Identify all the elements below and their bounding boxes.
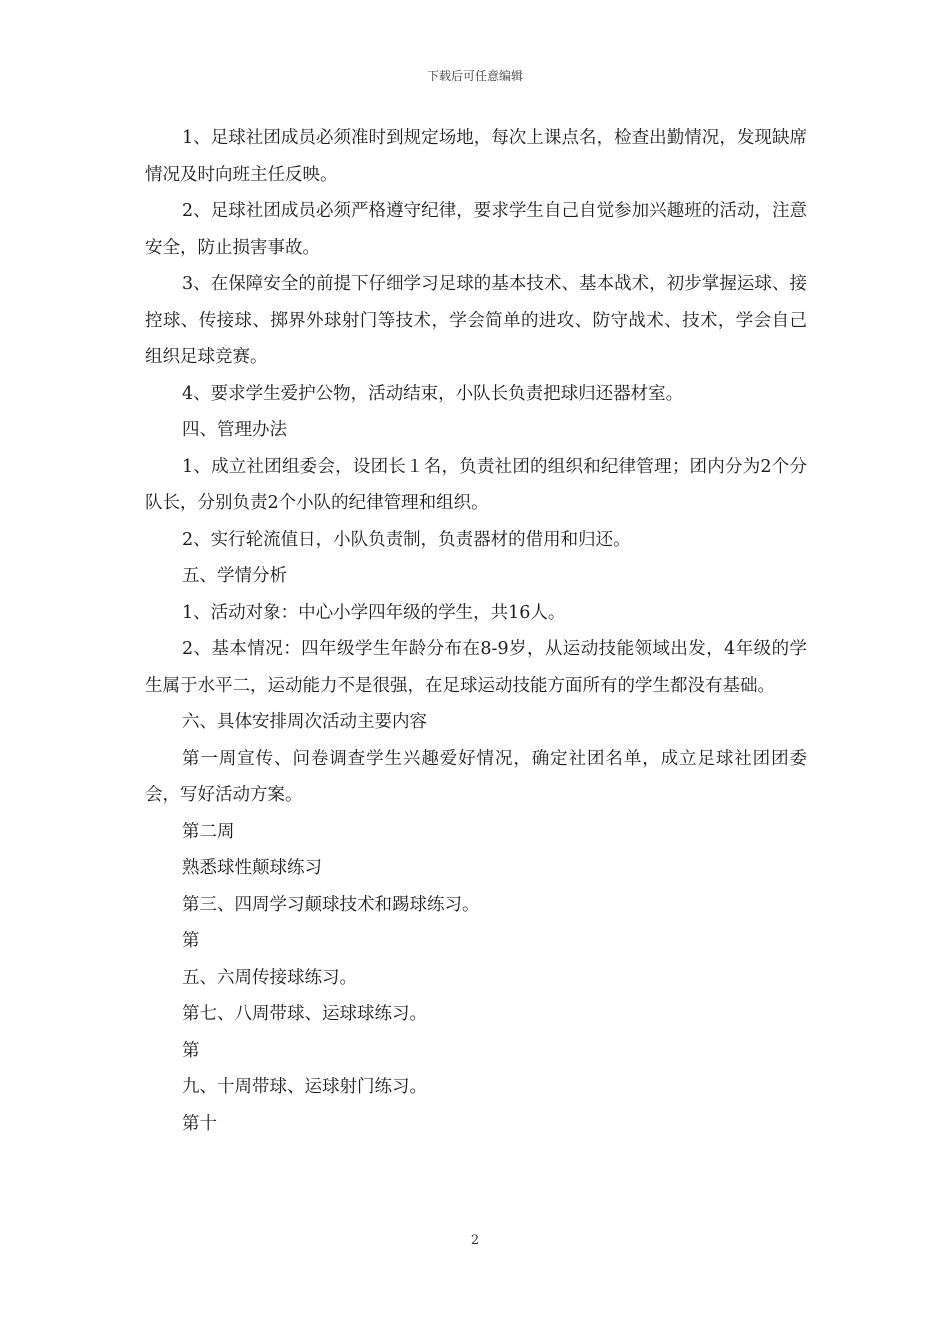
schedule-week-2-content: 熟悉球性颠球练习 [182, 858, 322, 878]
section-heading-schedule: 六、具体安排周次活动主要内容 [182, 712, 427, 732]
schedule-week-7-8: 第七、八周带球、运球球练习。 [182, 1004, 427, 1024]
page-header: 下载后可任意编辑 [426, 69, 523, 83]
paragraph-rule-1: 1、足球社团成员必须准时到规定场地，每次上课点名，检查出勤情况，发现缺席情况及时向班主任反映。 [145, 128, 807, 185]
paragraph-management-2: 2、实行轮流值日，小队负责制，负责器材的借用和归还。 [182, 529, 631, 550]
paragraph-rule-3: 3、在保障安全的前提下仔细学习足球的基本技术、基本战术，初步掌握运球、接控球、传接球、掷界外球射门等技术，学会简单的进攻、防守战术、技术，学会自己组织足球竞赛。 [145, 274, 807, 367]
schedule-week-3-4: 第三、四周学习颠球技术和踢球练习。 [182, 894, 480, 915]
page-number: 2 [470, 1233, 480, 1248]
schedule-week-5-6: 五、六周传接球练习。 [182, 967, 357, 988]
schedule-week-1: 第一周宣传、问卷调查学生兴趣爱好情况，确定社团名单，成立足球社团团委会，写好活动方案。 [145, 748, 807, 805]
schedule-fragment: 第 [182, 931, 200, 951]
paragraph-analysis-2: 2、基本情况：四年级学生年龄分布在8-9岁，从运动技能领域出发，4年级的学生属于水平二，运动能力不是很强，在足球运动技能方面所有的学生都没有基础。 [145, 639, 807, 696]
paragraph-analysis-1: 1、活动对象：中心小学四年级的学生，共16人。 [182, 602, 566, 623]
paragraph-rule-2: 2、足球社团成员必须严格遵守纪律，要求学生自己自觉参加兴趣班的活动，注意安全，防止损害事故。 [145, 201, 807, 258]
schedule-fragment: 第 [182, 1040, 200, 1061]
paragraph-rule-4: 4、要求学生爱护公物，活动结束，小队长负责把球归还器材室。 [182, 383, 684, 404]
section-heading-management: 四、管理办法 [182, 420, 287, 440]
schedule-fragment: 第十 [182, 1113, 217, 1134]
section-heading-analysis: 五、学情分析 [182, 566, 287, 586]
paragraph-management-1: 1、成立社团组委会，设团长１名，负责社团的组织和纪律管理；团内分为2个分队长，分别负责2个小队的纪律管理和组织。 [145, 456, 807, 513]
document-body [145, 120, 807, 1142]
schedule-week-2-label: 第二周 [182, 821, 235, 842]
schedule-week-9-10: 九、十周带球、运球射门练习。 [182, 1077, 427, 1097]
